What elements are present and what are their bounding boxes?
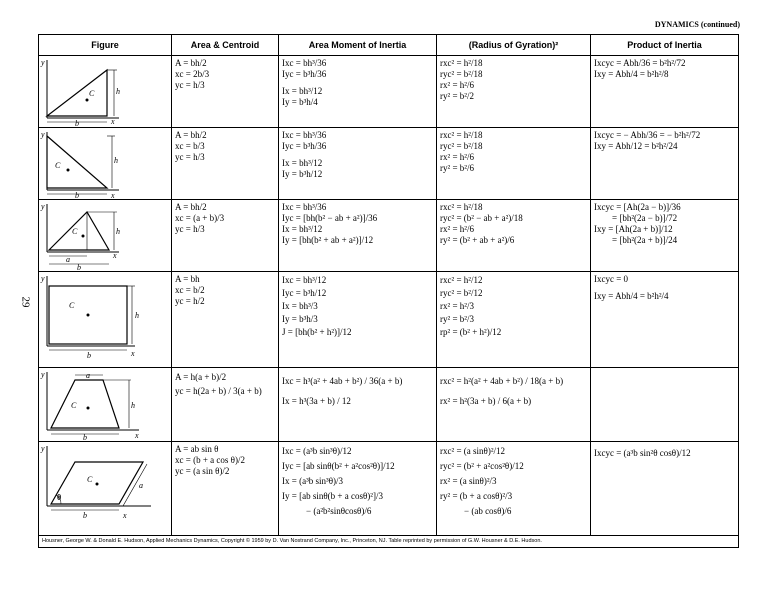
radius-formula: rx² = h²/6 — [440, 152, 474, 162]
radius-formula: rx² = h²/3 — [440, 301, 474, 311]
moment-formula: Ix = h³(3a + b) / 12 — [282, 396, 351, 406]
radius-formula: rx² = (a sinθ)²/3 — [440, 476, 497, 486]
moment-formula: Ixc = h³(a² + 4ab + b²) / 36(a + b) — [282, 376, 403, 386]
table-row — [39, 368, 739, 442]
product-formula: Ixcyc = [Ah(2a − b)]/36 — [594, 202, 681, 212]
figure-cell — [39, 56, 172, 128]
svg-text:a: a — [66, 255, 70, 264]
svg-text:b: b — [77, 263, 81, 271]
svg-text:b: b — [75, 191, 79, 199]
table-row — [39, 272, 739, 368]
col-header-radius-gyration: (Radius of Gyration)² — [437, 35, 591, 56]
figure-cell — [39, 272, 172, 368]
page-number: 29 — [19, 296, 32, 308]
moment-formula: Ix = bh³/3 — [282, 301, 318, 311]
yc-formula: yc = h/2 — [175, 296, 205, 306]
radius-formula: rp² = (b² + h²)/12 — [440, 327, 502, 337]
moment-formula: Ixc = bh³/36 — [282, 58, 327, 68]
area-formula: A = ab sin θ — [175, 444, 219, 454]
xc-formula: xc = (a + b)/3 — [175, 213, 225, 223]
product-formula: Ixy = Abh/4 = b²h²/4 — [594, 291, 669, 301]
xc-formula: xc = 2b/3 — [175, 69, 210, 79]
yc-formula: yc = h/3 — [175, 80, 205, 90]
svg-text:x: x — [111, 117, 115, 126]
xc-formula: xc = (b + a cos θ)/2 — [175, 455, 245, 465]
product-formula: Ixy = [Ah(2a + b)]/12 — [594, 224, 673, 234]
moment-formula: Iy = b³h/12 — [282, 169, 323, 179]
radius-formula: ry² = (b + a cosθ)²/3 — [440, 491, 513, 501]
moment-formula: Iyc = [ab sinθ(b² + a²cos²θ)]/12 — [282, 461, 395, 471]
right-triangle-figure — [39, 56, 171, 127]
moment-formula: Ix = (a³b sin³θ)/3 — [282, 476, 344, 486]
xc-formula: xc = b/3 — [175, 141, 205, 151]
svg-text:b: b — [83, 511, 87, 520]
svg-text:y: y — [41, 58, 45, 67]
moment-formula: Ix = bh³/12 — [282, 158, 323, 168]
svg-text:C: C — [87, 475, 93, 484]
radius-formula: ryc² = (b² + a²cos²θ)/12 — [440, 461, 524, 471]
radius-formula: rxc² = h²(a² + 4ab + b²) / 18(a + b) — [440, 376, 564, 386]
product-formula: Ixcyc = (a³b sin²θ cosθ)/12 — [594, 448, 691, 458]
svg-text:x: x — [135, 431, 139, 440]
moment-formula: Iyc = b³h/36 — [282, 141, 327, 151]
svg-text:y: y — [41, 202, 45, 211]
page-header: DYNAMICS (continued) — [654, 20, 740, 29]
svg-text:x: x — [113, 251, 117, 260]
moment-formula: Iy = [bh(b² + ab + a²)]/12 — [282, 235, 374, 245]
table-row — [39, 200, 739, 272]
area-formula: A = bh/2 — [175, 58, 207, 68]
radius-formula: rxc² = h²/12 — [440, 275, 483, 285]
general-triangle-figure — [39, 200, 171, 271]
svg-text:b: b — [83, 433, 87, 441]
area-formula: A = h(a + b)/2 — [175, 372, 227, 382]
radius-formula: rxc² = (a sinθ)²/12 — [440, 446, 506, 456]
col-header-area-centroid: Area & Centroid — [172, 35, 279, 56]
yc-formula: yc = h/3 — [175, 152, 205, 162]
svg-text:h: h — [116, 227, 120, 236]
product-formula: Ixcyc = Abh/36 = b²h²/72 — [594, 58, 686, 68]
radius-formula: rxc² = h²/18 — [440, 58, 483, 68]
radius-formula: rxc² = h²/18 — [440, 202, 483, 212]
radius-formula: rx² = h²/6 — [440, 80, 474, 90]
moment-formula: Ixc = bh³/36 — [282, 202, 327, 212]
table-header-row — [39, 35, 739, 56]
svg-text:C: C — [71, 401, 77, 410]
moment-formula: Ixc = bh³/12 — [282, 275, 327, 285]
moment-formula: Iyc = [bh(b² − ab + a²)]/36 — [282, 213, 378, 223]
product-formula: Ixy = Abh/4 = b²h²/8 — [594, 69, 669, 79]
col-header-figure: Figure — [39, 35, 172, 56]
area-formula: A = bh/2 — [175, 202, 207, 212]
svg-text:b: b — [87, 351, 91, 360]
moment-formula: Iy = [ab sinθ(b + a cosθ)²]/3 — [282, 491, 383, 501]
svg-text:h: h — [114, 156, 118, 165]
radius-formula: ryc² = (b² − ab + a²)/18 — [440, 213, 523, 223]
moment-formula: − (a²b²sinθcosθ)/6 — [306, 506, 372, 516]
citation-footer: Housner, George W. & Donald E. Hudson, Applied Mechanics Dynamics, Copyright © 1959 by D. Van Nostrand Company, Inc., Princeton, NJ. Table reprinted by permission of G.W. Housner & D.E. Hudson. — [39, 536, 739, 548]
yc-formula: yc = h(2a + b) / 3(a + b) — [175, 386, 262, 396]
svg-text:C: C — [72, 227, 78, 236]
yc-formula: yc = (a sin θ)/2 — [175, 466, 230, 476]
table-row — [39, 442, 739, 536]
radius-formula: ry² = b²/2 — [440, 91, 474, 101]
table-row — [39, 56, 739, 128]
moment-of-inertia-table — [38, 34, 739, 548]
svg-text:θ: θ — [57, 493, 62, 502]
trapezoid-figure — [39, 368, 171, 441]
radius-formula: ry² = (b² + ab + a²)/6 — [440, 235, 515, 245]
radius-formula: rxc² = h²/18 — [440, 130, 483, 140]
xc-formula: xc = b/2 — [175, 285, 205, 295]
right-triangle-figure — [39, 128, 171, 199]
moment-formula: Ixc = (a³b sin³θ)/12 — [282, 446, 352, 456]
svg-text:C: C — [55, 161, 61, 170]
svg-text:x: x — [123, 511, 127, 520]
moment-formula: J = [bh(b² + h²)]/12 — [282, 327, 352, 337]
figure-cell — [39, 128, 172, 200]
col-header-product-inertia: Product of Inertia — [591, 35, 739, 56]
rectangle-figure — [39, 272, 171, 367]
col-header-area-moment: Area Moment of Inertia — [279, 35, 437, 56]
table-row — [39, 128, 739, 200]
product-formula: = [bh²(2a + b)]/24 — [612, 235, 678, 245]
svg-text:y: y — [41, 274, 45, 283]
radius-formula: ryc² = b²/18 — [440, 69, 483, 79]
yc-formula: yc = h/3 — [175, 224, 205, 234]
svg-text:h: h — [131, 401, 135, 410]
svg-text:b: b — [75, 119, 79, 127]
moment-formula: Iyc = b³h/36 — [282, 69, 327, 79]
moment-formula: Ix = bh³/12 — [282, 224, 323, 234]
svg-text:C: C — [69, 301, 75, 310]
svg-text:a: a — [139, 481, 143, 490]
product-formula: Ixy = Abh/12 = b²h²/24 — [594, 141, 678, 151]
figure-cell — [39, 200, 172, 272]
radius-formula: ryc² = b²/12 — [440, 288, 483, 298]
svg-text:x: x — [131, 349, 135, 358]
area-formula: A = bh/2 — [175, 130, 207, 140]
product-formula: Ixcyc = − Abh/36 = − b²h²/72 — [594, 130, 701, 140]
svg-text:h: h — [135, 311, 139, 320]
svg-text:y: y — [41, 444, 45, 453]
radius-formula: − (ab cosθ)/6 — [464, 506, 512, 516]
radius-formula: rx² = h²/6 — [440, 224, 474, 234]
figure-cell — [39, 368, 172, 442]
moment-formula: Ix = bh³/12 — [282, 86, 323, 96]
svg-text:C: C — [89, 89, 95, 98]
svg-text:y: y — [41, 130, 45, 139]
radius-formula: ry² = b²/3 — [440, 314, 474, 324]
svg-text:h: h — [116, 87, 120, 96]
figure-cell — [39, 442, 172, 536]
product-formula: Ixcyc = 0 — [594, 274, 629, 284]
moment-formula: Iy = b³h/3 — [282, 314, 318, 324]
radius-formula: rx² = h²(3a + b) / 6(a + b) — [440, 396, 532, 406]
footer-row — [39, 536, 739, 548]
svg-text:y: y — [41, 370, 45, 379]
moment-formula: Iyc = b³h/12 — [282, 288, 327, 298]
moment-formula: Iy = b³h/4 — [282, 97, 318, 107]
svg-text:a: a — [86, 371, 90, 380]
radius-formula: ryc² = b²/18 — [440, 141, 483, 151]
product-formula: = [bh²(2a − b)]/72 — [612, 213, 678, 223]
moment-formula: Ixc = bh³/36 — [282, 130, 327, 140]
parallelogram-figure — [39, 442, 171, 535]
svg-text:x: x — [111, 191, 115, 199]
area-formula: A = bh — [175, 274, 200, 284]
radius-formula: ry² = b²/6 — [440, 163, 474, 173]
